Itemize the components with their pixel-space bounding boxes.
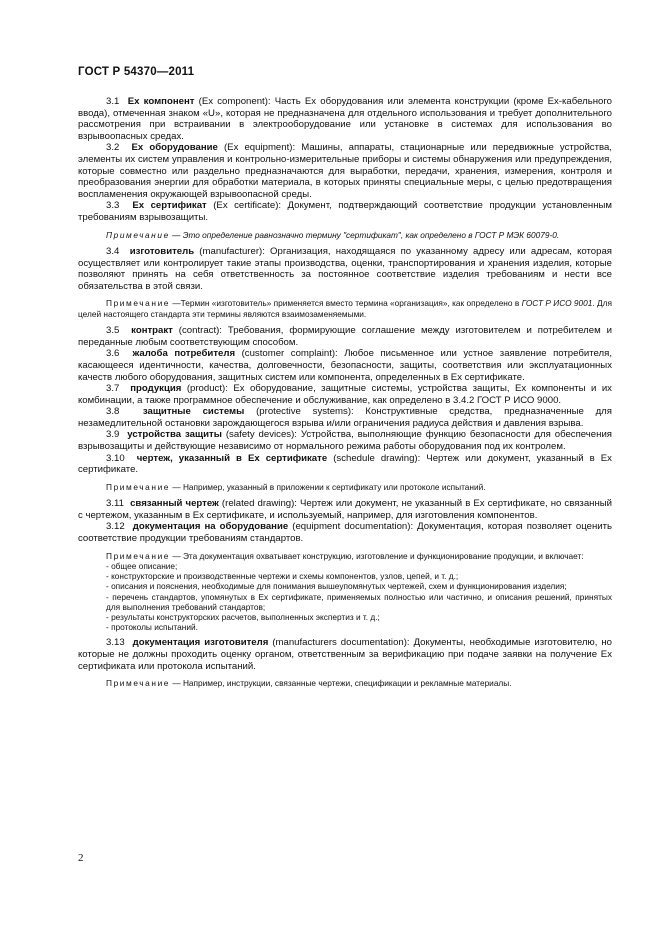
note-3-13: Примечание — Например, инструкции, связанные чертежи, спецификации и рекламные материалы. (106, 678, 512, 689)
list-item: - описания и пояснения, необходимые для понимания вышеупомянутых чертежей, схем и функционирования изделия; (106, 581, 567, 592)
clause-3-11: 3.11 связанный чертеж (related drawing): Чертеж или документ, не указанный в Ex сертификате, но связанный с чертежом, указанным в Ex сертификате, и используемый, например, для изготовления компонентов. (78, 498, 613, 521)
clause-3-13: 3.13 документация изготовителя (manufacturers documentation): Документы, необходимые изготовителю, но которые не должны проходить оценку органом, ответственным за верификацию при подаче заявки на получение Ex сертификата или протокола испытаний. (78, 637, 612, 672)
term: продукция (130, 383, 182, 395)
clause-3-2: 3.2 Ex оборудование (Ex equipment): Машины, аппараты, стационарные или передвижные устройства, элементы их систем управления и контрольно-измерительные приборы и системы обнаружения или предупреждения, которые совместно или раздельно предназначаются для выработки, передачи, хранения, измерения, контроля и преобразования энергии для обработки материала, в которых приняты специальные меры, с целью предотвращения воспламенения окружающей взрывоопасной среды. (78, 142, 612, 200)
clause-3-9: 3.9 устройства защиты (safety devices): Устройства, выполняющие функцию безопасности для обеспечения взрывозащиты и действующие независимо от нормального режима работы оборудования под их контролем. (78, 429, 612, 453)
clause-3-10: 3.10 чертеж, указанный в Ex сертификате (schedule drawing): Чертеж или документ, указанный в Ex сертификате. (78, 452, 612, 476)
list-item: - общее описание; (106, 561, 178, 572)
list-item: - результаты конструкторских расчетов, выполненных экспертиз и т. д.; (106, 612, 380, 623)
page-header: ГОСТ Р 54370—2011 (78, 66, 195, 78)
clause-3-6: 3.6 жалоба потребителя (customer complaint): Любое письменное или устное заявление потребителя, касающееся идентичности, качества, долговечности, безопасности, защиты, соответствия или эксплуатационных качеств любого оборудования, защитных систем или компонента, определенных в Ex сертификате. (78, 348, 612, 383)
page-number: 2 (78, 852, 84, 864)
clause-3-5: 3.5 контракт (contract): Требования, формирующие соглашение между изготовителем и потребителем и переданные любым соответствующим способом. (78, 325, 612, 348)
term: защитные системы (142, 406, 245, 418)
term: чертеж, указанный в Ex сертификате (136, 452, 328, 464)
term: жалоба потребителя (132, 348, 236, 360)
clause-3-1: 3.1 Ex компонент (Ex component): Часть Ex оборудования или элемента конструкции (кроме Ex-кабельного ввода), отмеченная знаком «U», которая не предназначена для отдельного использования и требует дополнительного рассмотрения при встраивании в электрооборудование или установке в системах для использования во взрывоопасных средах. (78, 96, 612, 142)
term: контракт (131, 325, 173, 337)
note-3-12: Примечание — Эта документация охватывает конструкцию, изготовление и функционирование продукции, и включает: (106, 550, 584, 561)
term: изготовитель (129, 245, 195, 257)
clause-3-12: 3.12 документация на оборудование (equipment documentation): Документация, которая позволяет оценить соответствие продукции требованиям стандартов. (78, 521, 612, 545)
term: устройства защиты (127, 429, 222, 441)
clause-3-3: 3.3 Ex сертификат (Ex certificate): Документ, подтверждающий соответствие продукции установленным требованиям взрывозащиты. (78, 200, 612, 223)
term: Ex сертификат (132, 200, 207, 212)
term: связанный чертеж (130, 498, 219, 510)
list-item: - конструкторские и производственные чертежи и схемы компонентов, узлов, цепей, и т. д.; (106, 571, 459, 582)
clause-3-8: 3.8 защитные системы (protective systems): Конструктивные средства, предназначенные для незамедлительной остановки зарождающегося взрыва и/или ограничения радиуса действия и давления взрыва. (78, 406, 612, 429)
document-body (78, 96, 612, 695)
term: Ex оборудование (131, 142, 218, 154)
term: документация на оборудование (132, 521, 289, 533)
note-3-10: Примечание — Например, указанный в приложении к сертификату или протоколе испытаний. (106, 481, 486, 492)
term: документация изготовителя (132, 637, 269, 649)
clause-3-4: 3.4 изготовитель (manufacturer): Организация, находящаяся по указанному адресу или адресам, которая осуществляет или контролирует такие этапы производства, оценки, транспортирования и хранения изделия, которые позволяют принять на себя ответственность за постоянное соответствие изделия требованиям и нести все обязательства в этой связи. (78, 245, 612, 292)
note-3-3: Примечание — Это определение равнозначно термину "сертификат", как определено в ГОСТ Р МЭК 60079-0. (106, 229, 560, 240)
list-item: - перечень стандартов, упомянутых в Ex сертификате, применяемых полностью или частично, и описания решений, принятых для выполнения требований стандартов; (106, 591, 612, 612)
note-3-4: Примечание —Термин «изготовитель» применяется вместо термина «организация», как определено в ГОСТ Р ИСО 9001. Для целей настоящего стандарта эти термины являются взаимозаменяемыми. (78, 298, 612, 319)
list-item: - протоколы испытаний. (106, 622, 198, 633)
clause-3-7: 3.7 продукция (product): Ex оборудование, защитные системы, устройства защиты, Ex компоненты и их комбинации, а также программное обеспечение и обслуживание, как определено в 3.4.2 ГОСТ Р ИСО 9000. (78, 383, 612, 406)
term: Ex компонент (127, 96, 195, 107)
